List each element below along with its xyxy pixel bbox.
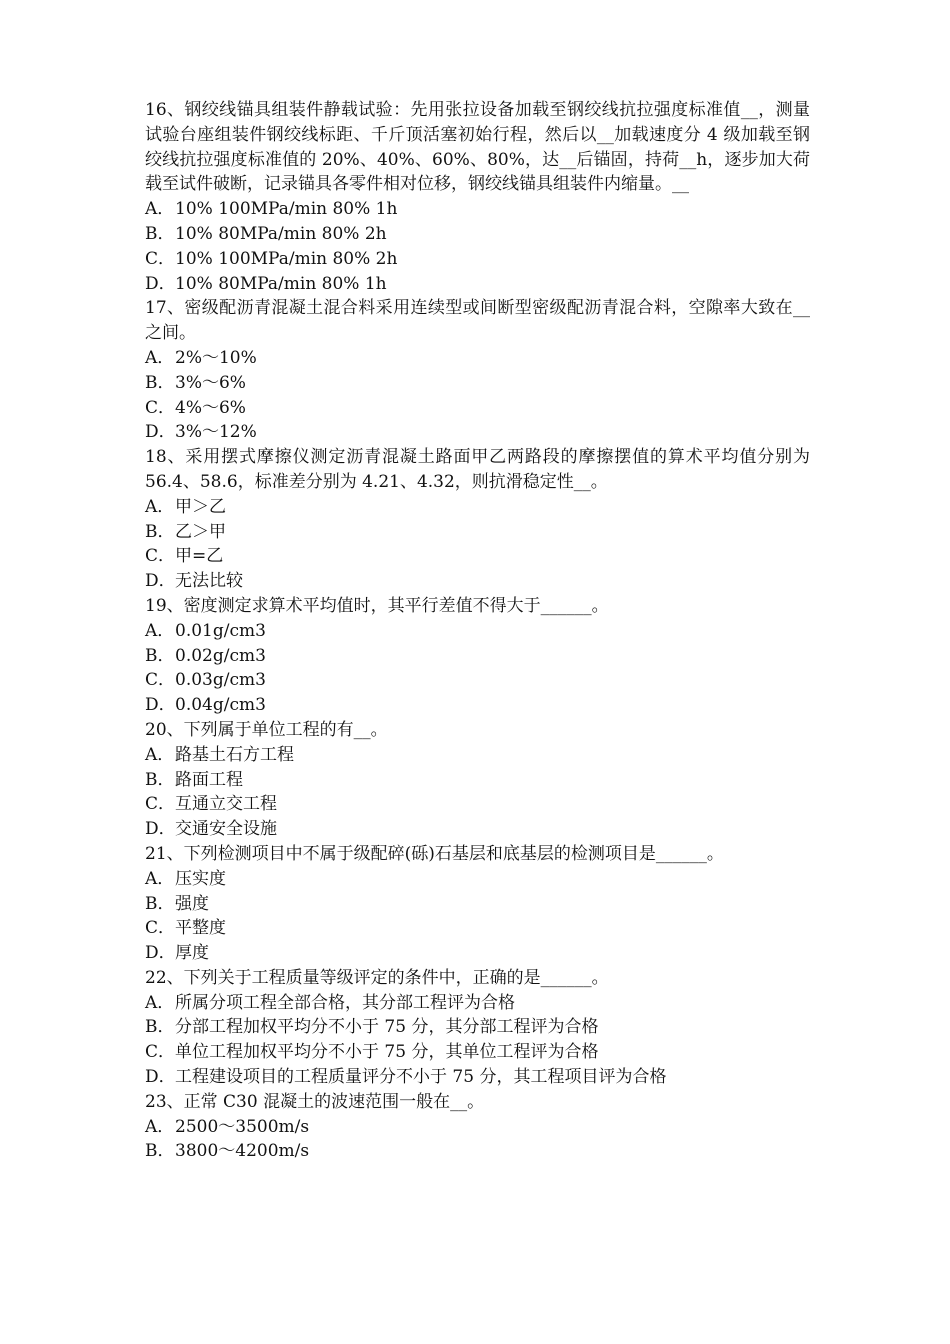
option-text: 甲=乙 xyxy=(175,546,224,567)
option-b xyxy=(145,768,810,793)
option-text: 厚度 xyxy=(175,943,209,964)
option-b xyxy=(145,1015,810,1040)
option-a xyxy=(145,743,810,768)
option-text: 2500～3500m/s xyxy=(175,1116,310,1137)
option-letter: C． xyxy=(145,794,176,815)
option-d xyxy=(145,420,810,445)
option-text: 交通安全设施 xyxy=(175,819,277,840)
option-letter: A． xyxy=(145,992,175,1013)
option-letter: C． xyxy=(145,1042,176,1063)
option-letter: A． xyxy=(145,496,175,517)
option-text: 甲＞乙 xyxy=(175,496,226,517)
option-d xyxy=(145,272,810,297)
option-letter: D． xyxy=(145,943,176,964)
option-letter: D． xyxy=(145,819,176,840)
option-text: 单位工程加权平均分不小于 75 分，其单位工程评为合格 xyxy=(175,1042,599,1063)
option-c xyxy=(145,668,810,693)
option-c xyxy=(145,396,810,421)
question-stem: 17、密级配沥青混凝土混合料采用连续型或间断型密级配沥青混合料，空隙率大致在__之间。 xyxy=(145,298,810,344)
option-text: 压实度 xyxy=(175,868,226,889)
option-letter: A． xyxy=(145,199,175,220)
option-letter: B． xyxy=(145,893,175,914)
option-c xyxy=(145,544,810,569)
option-letter: B． xyxy=(145,521,175,542)
option-letter: B． xyxy=(145,372,175,393)
question-18 xyxy=(145,445,810,594)
option-text: 互通立交工程 xyxy=(175,794,277,815)
option-text: 所属分项工程全部合格，其分部工程评为合格 xyxy=(175,992,515,1013)
option-letter: C． xyxy=(145,397,176,418)
option-d xyxy=(145,1065,810,1090)
option-text: 4%～6% xyxy=(175,397,246,418)
option-letter: A． xyxy=(145,744,175,765)
option-text: 路基土石方工程 xyxy=(175,744,294,765)
option-text: 路面工程 xyxy=(175,769,243,790)
question-17 xyxy=(145,296,810,445)
question-20 xyxy=(145,718,810,842)
option-letter: C． xyxy=(145,546,176,567)
option-text: 10% 100MPa/min 80% 1h xyxy=(175,199,398,220)
option-letter: D． xyxy=(145,422,176,443)
option-a xyxy=(145,1115,810,1140)
option-b xyxy=(145,892,810,917)
option-text: 0.03g/cm3 xyxy=(175,670,266,691)
question-stem: 16、钢绞线锚具组装件静载试验：先用张拉设备加载至钢绞线抗拉强度标准值__，测量试验台座组装件钢绞线标距、千斤顶活塞初始行程，然后以__加载速度分 4 级加载至钢绞线抗拉强度标准值的 20%、40%、60%、80%，达__后锚固，持荷__h，逐步加大荷载至试件破断，记录锚具各零件相对位移，钢绞线锚具组装件内缩量。__ xyxy=(145,100,810,195)
option-text: 平整度 xyxy=(175,918,226,939)
option-text: 10% 100MPa/min 80% 2h xyxy=(175,248,398,269)
option-text: 0.01g/cm3 xyxy=(175,620,266,641)
question-stem: 21、下列检测项目中不属于级配碎(砾)石基层和底基层的检测项目是______。 xyxy=(145,843,724,864)
option-letter: D． xyxy=(145,695,176,716)
option-d xyxy=(145,941,810,966)
option-b xyxy=(145,371,810,396)
option-text: 3800～4200m/s xyxy=(175,1141,310,1162)
question-stem: 22、下列关于工程质量等级评定的条件中，正确的是______。 xyxy=(145,967,609,988)
option-letter: B． xyxy=(145,223,175,244)
option-letter: C． xyxy=(145,670,176,691)
option-letter: B． xyxy=(145,1141,175,1162)
option-c xyxy=(145,916,810,941)
question-list xyxy=(145,98,810,1164)
option-text: 工程建设项目的工程质量评分不小于 75 分，其工程项目评为合格 xyxy=(175,1067,667,1088)
option-letter: B． xyxy=(145,645,175,666)
option-d xyxy=(145,569,810,594)
option-letter: D． xyxy=(145,571,176,592)
option-letter: A． xyxy=(145,620,175,641)
question-stem: 19、密度测定求算术平均值时，其平行差值不得大于______。 xyxy=(145,595,609,616)
option-letter: B． xyxy=(145,1017,175,1038)
option-text: 分部工程加权平均分不小于 75 分，其分部工程评为合格 xyxy=(175,1017,599,1038)
option-b xyxy=(145,520,810,545)
question-stem: 18、采用摆式摩擦仪测定沥青混凝土路面甲乙两路段的摩擦摆值的算术平均值分别为 56.4、58.6，标准差分别为 4.21、4.32，则抗滑稳定性__。 xyxy=(145,447,810,492)
option-a xyxy=(145,619,810,644)
option-text: 0.04g/cm3 xyxy=(175,695,266,716)
option-text: 强度 xyxy=(175,893,209,914)
question-19 xyxy=(145,594,810,718)
option-b xyxy=(145,1139,810,1164)
option-c xyxy=(145,792,810,817)
option-a xyxy=(145,346,810,371)
option-letter: A． xyxy=(145,868,175,889)
option-a xyxy=(145,495,810,520)
option-b xyxy=(145,644,810,669)
option-letter: A． xyxy=(145,1116,175,1137)
option-text: 10% 80MPa/min 80% 1h xyxy=(175,273,387,294)
option-text: 3%～6% xyxy=(175,372,246,393)
question-21 xyxy=(145,842,810,966)
option-text: 2%～10% xyxy=(175,347,257,368)
option-d xyxy=(145,817,810,842)
question-16 xyxy=(145,98,810,296)
option-text: 10% 80MPa/min 80% 2h xyxy=(175,223,387,244)
option-text: 无法比较 xyxy=(175,571,243,592)
option-text: 0.02g/cm3 xyxy=(175,645,266,666)
question-stem: 20、下列属于单位工程的有__。 xyxy=(145,719,388,740)
option-text: 3%～12% xyxy=(175,422,257,443)
option-letter: C． xyxy=(145,248,176,269)
option-letter: D． xyxy=(145,273,176,294)
question-22 xyxy=(145,966,810,1090)
option-a xyxy=(145,867,810,892)
question-23 xyxy=(145,1090,810,1164)
option-a xyxy=(145,197,810,222)
option-text: 乙＞甲 xyxy=(175,521,226,542)
option-c xyxy=(145,1040,810,1065)
option-a xyxy=(145,991,810,1016)
option-c xyxy=(145,247,810,272)
option-letter: D． xyxy=(145,1067,176,1088)
option-d xyxy=(145,693,810,718)
option-letter: A． xyxy=(145,347,175,368)
option-b xyxy=(145,222,810,247)
question-stem: 23、正常 C30 混凝土的波速范围一般在__。 xyxy=(145,1091,485,1112)
option-letter: B． xyxy=(145,769,175,790)
option-letter: C． xyxy=(145,918,176,939)
